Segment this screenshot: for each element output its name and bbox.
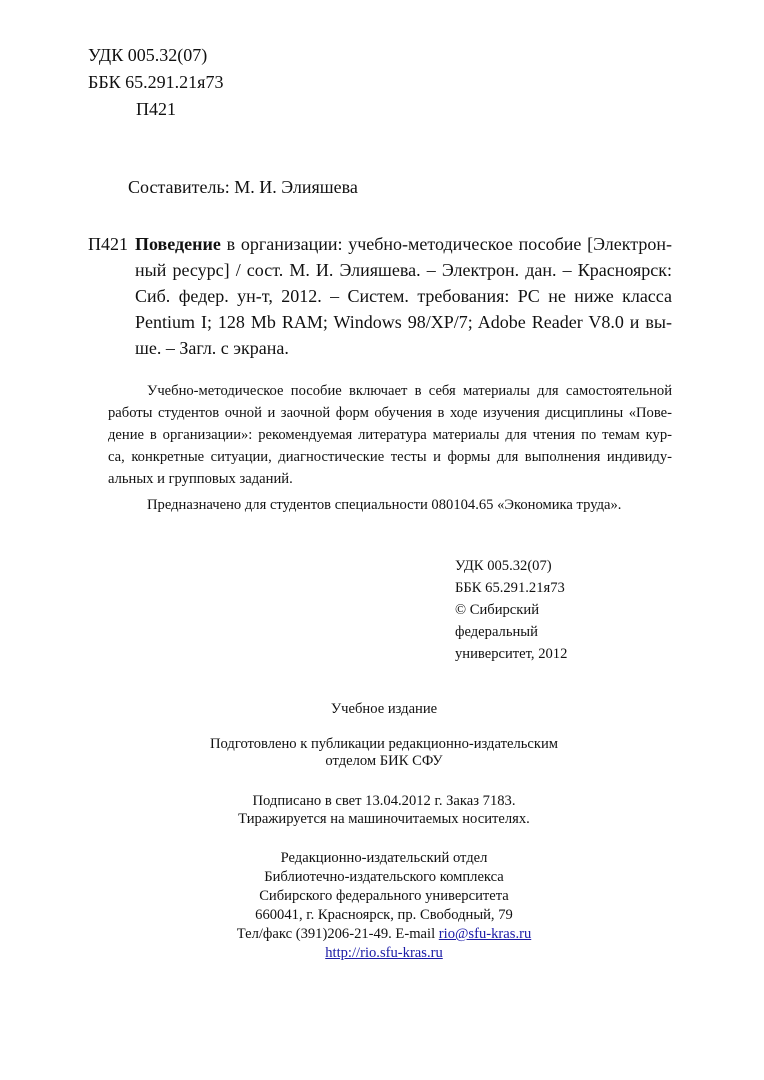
bib-line-1: Поведение в организации: учебно-методическое пособие [Электрон- — [135, 234, 672, 254]
bib-line-4: Pentium I; 128 Mb RAM; Windows 98/XP/7; Adobe Reader V8.0 и вы- — [135, 312, 672, 332]
publisher-line-1: Редакционно-издательский отдел — [280, 850, 488, 866]
website-line — [160, 944, 608, 962]
copyright-line-2: федеральный — [455, 624, 538, 640]
bib-title: Поведение — [135, 234, 221, 254]
bib-line-3: Сиб. федер. ун-т, 2012. – Систем. требования: PC не ниже класса — [135, 286, 672, 306]
copyright-line-3: университет, 2012 — [455, 646, 568, 662]
abstract-line-2: работы студентов очной и заочной форм обучения в ходе изучения дисциплины «Пове- — [108, 405, 672, 421]
edition-type: Учебное издание — [330, 701, 438, 717]
bbk-code: ББК 65.291.21я73 — [88, 72, 224, 92]
bib-line-5: ше. – Загл. с экрана. — [135, 338, 289, 358]
abstract-line-1: Учебно-методическое пособие включает в себя материалы для самостоятельной — [147, 383, 672, 399]
copyright-bbk: ББК 65.291.21я73 — [455, 580, 565, 596]
contact-line: Тел/факс (391)206-21-49. E-mail rio@sfu-kras.ru — [236, 926, 532, 942]
author-code: П421 — [136, 99, 176, 119]
bib-code: П421 — [88, 234, 128, 254]
email-link[interactable]: rio@sfu-kras.ru — [438, 926, 532, 942]
prepared-line-2: отделом БИК СФУ — [325, 753, 443, 769]
purpose: Предназначено для студентов специальности 080104.65 «Экономика труда». — [147, 497, 622, 513]
prepared-line-1: Подготовлено к публикации редакционно-издательским — [209, 736, 558, 752]
publisher-line-4: 660041, г. Красноярск, пр. Свободный, 79 — [255, 907, 513, 923]
bib-line-2: ный ресурс] / сост. М. И. Элияшева. – Электрон. дан. – Красноярск: — [135, 260, 672, 280]
abstract-line-3: дение в организации»: рекомендуемая литература материалы для чтения по темам кур- — [108, 427, 672, 443]
publisher-line-2: Библиотечно-издательского комплекса — [264, 869, 504, 885]
abstract-line-4: са, конкретные ситуации, диагностические тесты и формы для выполнения индивиду- — [108, 449, 672, 465]
signed-line-1: Подписано в свет 13.04.2012 г. Заказ 7183. — [252, 793, 516, 809]
copyright-udk: УДК 005.32(07) — [455, 558, 552, 574]
abstract-line-5: альных и групповых заданий. — [108, 471, 293, 487]
signed-line-2: Тиражируется на машиночитаемых носителях. — [238, 811, 530, 827]
udk-code: УДК 005.32(07) — [88, 45, 208, 65]
publisher-line-3: Сибирского федерального университета — [259, 888, 509, 904]
website-link[interactable]: http://rio.sfu-kras.ru — [325, 945, 443, 961]
copyright-line-1: © Сибирский — [455, 602, 539, 618]
compiler: Составитель: М. И. Элияшева — [128, 177, 358, 197]
